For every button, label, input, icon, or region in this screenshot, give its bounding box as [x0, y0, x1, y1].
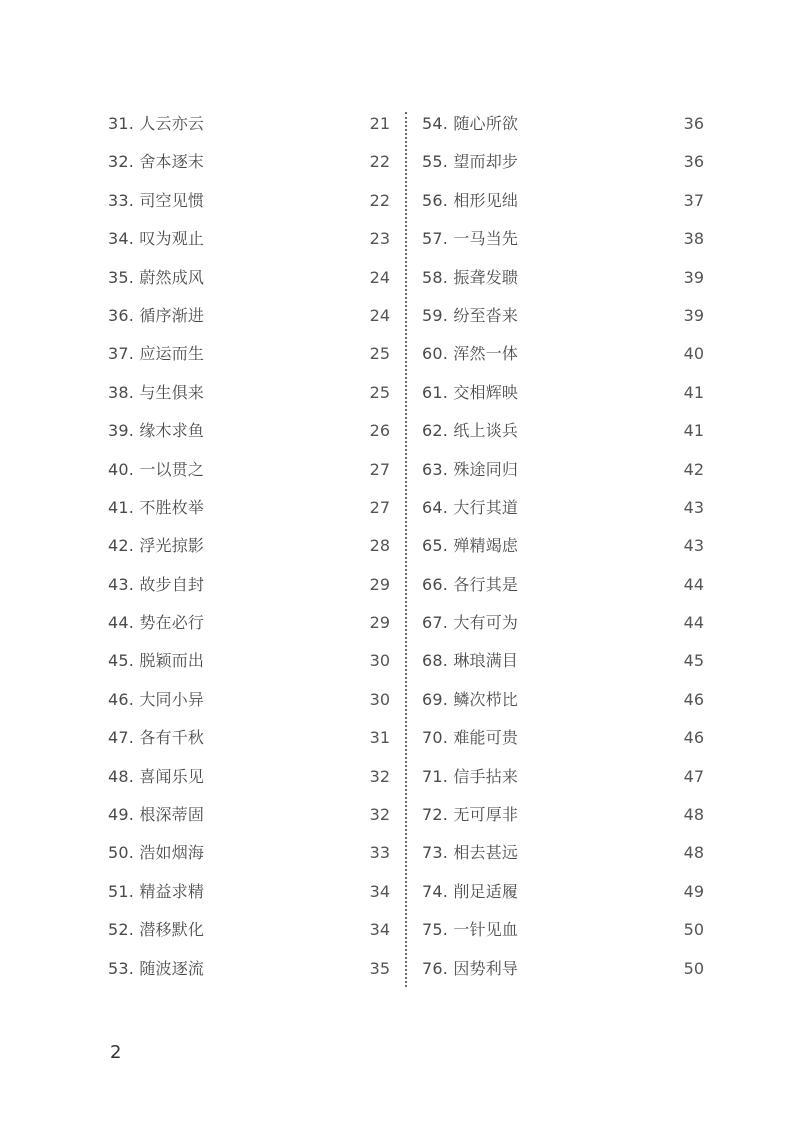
toc-entry — [422, 911, 704, 949]
toc-entry-title: 54. 随心所欲 — [422, 114, 519, 133]
toc-entry-page: 47 — [683, 766, 704, 786]
toc-entry-page: 44 — [683, 613, 704, 633]
toc-entry — [108, 412, 390, 450]
toc-entry-page: 45 — [683, 651, 704, 671]
toc-entry — [422, 105, 704, 143]
toc-entry-page: 50 — [683, 958, 704, 978]
toc-entry-page: 50 — [683, 920, 704, 940]
toc-entry-title: 32. 舍本逐末 — [108, 152, 205, 172]
toc-entry-page: 32 — [369, 766, 390, 786]
toc-entry-page: 41 — [683, 421, 704, 441]
toc-entry-page: 33 — [369, 843, 390, 863]
toc-entry — [422, 719, 704, 757]
toc-entry-title: 76. 因势利导 — [422, 958, 519, 978]
toc-entry-title: 71. 信手拈来 — [422, 766, 519, 786]
toc-entry — [422, 220, 704, 258]
toc-column-left — [108, 105, 390, 988]
toc-entry-title: 48. 喜闻乐见 — [108, 766, 205, 786]
toc-entry-page: 34 — [369, 881, 390, 901]
toc-entry-title: 62. 纸上谈兵 — [422, 421, 519, 441]
toc-entry-page: 34 — [369, 920, 390, 940]
toc-entry — [108, 950, 390, 988]
toc-entry-page: 36 — [683, 114, 704, 133]
toc-entry-title: 46. 大同小异 — [108, 689, 205, 709]
toc-entry-title: 45. 脱颖而出 — [108, 651, 205, 671]
toc-entry-page: 27 — [369, 497, 390, 517]
toc-entry — [108, 143, 390, 181]
toc-entry — [422, 796, 704, 834]
toc-entry-title: 59. 纷至沓来 — [422, 305, 519, 325]
column-divider — [405, 112, 407, 987]
toc-entry-page: 37 — [683, 190, 704, 210]
toc-entry-page: 41 — [683, 382, 704, 402]
toc-entry-page: 22 — [369, 190, 390, 210]
toc-entry — [108, 911, 390, 949]
toc-entry-title: 35. 蔚然成风 — [108, 267, 205, 287]
toc-entry-title: 65. 殚精竭虑 — [422, 536, 519, 556]
toc-entry — [108, 374, 390, 412]
toc-entry-title: 73. 相去甚远 — [422, 843, 519, 863]
toc-entry-title: 42. 浮光掠影 — [108, 536, 205, 556]
toc-entry — [422, 834, 704, 872]
toc-entry-title: 50. 浩如烟海 — [108, 843, 205, 863]
toc-entry — [108, 527, 390, 565]
toc-entry — [108, 796, 390, 834]
toc-entry-title: 51. 精益求精 — [108, 881, 205, 901]
toc-entry — [422, 259, 704, 297]
toc-entry-title: 38. 与生俱来 — [108, 382, 205, 402]
toc-entry — [422, 950, 704, 988]
toc-entry-page: 24 — [369, 305, 390, 325]
toc-entry — [422, 182, 704, 220]
toc-entry-title: 40. 一以贯之 — [108, 459, 205, 479]
toc-entry-title: 37. 应运而生 — [108, 344, 205, 364]
toc-entry — [108, 873, 390, 911]
toc-entry-page: 38 — [683, 229, 704, 249]
toc-entry-title: 41. 不胜枚举 — [108, 497, 205, 517]
toc-entry-page: 49 — [683, 881, 704, 901]
toc-entry — [108, 220, 390, 258]
toc-entry-page: 28 — [369, 536, 390, 556]
toc-entry — [108, 105, 390, 143]
toc-entry — [108, 335, 390, 373]
toc-entry-page: 32 — [369, 805, 390, 825]
toc-entry — [108, 834, 390, 872]
toc-entry — [422, 604, 704, 642]
toc-entry-title: 68. 琳琅满目 — [422, 651, 519, 671]
toc-entry — [422, 566, 704, 604]
toc-entry — [422, 335, 704, 373]
toc-entry-page: 23 — [369, 229, 390, 249]
toc-entry-page: 25 — [369, 344, 390, 364]
toc-entry-title: 56. 相形见绌 — [422, 190, 519, 210]
toc-entry-page: 27 — [369, 459, 390, 479]
toc-entry — [422, 758, 704, 796]
toc-entry-title: 39. 缘木求鱼 — [108, 421, 205, 441]
toc-entry-title: 44. 势在必行 — [108, 613, 205, 633]
toc-entry-title: 55. 望而却步 — [422, 152, 519, 172]
toc-entry-title: 63. 殊途同归 — [422, 459, 519, 479]
toc-entry-title: 64. 大行其道 — [422, 497, 519, 517]
toc-entry-title: 67. 大有可为 — [422, 613, 519, 633]
toc-entry — [108, 182, 390, 220]
toc-entry-page: 31 — [369, 728, 390, 748]
toc-entry-title: 36. 循序渐进 — [108, 305, 205, 325]
toc-entry — [108, 451, 390, 489]
toc-entry-title: 74. 削足适履 — [422, 881, 519, 901]
toc-entry-title: 33. 司空见惯 — [108, 190, 205, 210]
toc-entry-title: 70. 难能可贵 — [422, 728, 519, 748]
toc-entry — [108, 681, 390, 719]
toc-entry — [108, 604, 390, 642]
toc-entry-page: 40 — [683, 344, 704, 364]
toc-entry — [108, 719, 390, 757]
toc-entry-page: 43 — [683, 497, 704, 517]
toc-entry-page: 43 — [683, 536, 704, 556]
toc-entry-title: 58. 振聋发聩 — [422, 267, 519, 287]
toc-entry — [422, 527, 704, 565]
toc-entry — [108, 758, 390, 796]
toc-entry-title: 66. 各行其是 — [422, 574, 519, 594]
toc-entry — [422, 489, 704, 527]
toc-entry-page: 48 — [683, 805, 704, 825]
toc-entry-title: 47. 各有千秋 — [108, 728, 205, 748]
toc-entry-page: 21 — [369, 114, 390, 133]
toc-entry-page: 30 — [369, 651, 390, 671]
toc-entry — [422, 642, 704, 680]
toc-entry-title: 52. 潜移默化 — [108, 920, 205, 940]
toc-entry-page: 42 — [683, 459, 704, 479]
toc-entry-page: 25 — [369, 382, 390, 402]
toc-entry — [108, 259, 390, 297]
page-number: 2 — [110, 1042, 122, 1063]
toc-entry-page: 24 — [369, 267, 390, 287]
toc-entry — [422, 451, 704, 489]
toc-entry-title: 34. 叹为观止 — [108, 229, 205, 249]
toc-entry-page: 46 — [683, 689, 704, 709]
toc-entry-page: 48 — [683, 843, 704, 863]
toc-entry-page: 29 — [369, 574, 390, 594]
toc-entry-title: 31. 人云亦云 — [108, 114, 205, 133]
toc-entry — [422, 412, 704, 450]
toc-entry-title: 60. 浑然一体 — [422, 344, 519, 364]
toc-entry-page: 35 — [369, 958, 390, 978]
toc-entry — [422, 873, 704, 911]
toc-entry — [108, 489, 390, 527]
toc-entry — [422, 374, 704, 412]
toc-entry-page: 29 — [369, 613, 390, 633]
toc-entry — [422, 681, 704, 719]
toc-entry-title: 61. 交相辉映 — [422, 382, 519, 402]
toc-entry — [108, 566, 390, 604]
toc-entry-title: 69. 鳞次栉比 — [422, 689, 519, 709]
toc-entry-page: 39 — [683, 267, 704, 287]
toc-entry — [422, 143, 704, 181]
toc-entry-page: 46 — [683, 728, 704, 748]
toc-entry-title: 43. 故步自封 — [108, 574, 205, 594]
toc-column-right — [422, 105, 704, 988]
toc-entry-page: 39 — [683, 305, 704, 325]
toc-entry-title: 72. 无可厚非 — [422, 805, 519, 825]
toc-entry-page: 30 — [369, 689, 390, 709]
toc-entry-page: 26 — [369, 421, 390, 441]
toc-entry-page: 22 — [369, 152, 390, 172]
toc-entry-title: 75. 一针见血 — [422, 920, 519, 940]
toc-entry-page: 36 — [683, 152, 704, 172]
toc-entry-title: 53. 随波逐流 — [108, 958, 205, 978]
toc-entry-title: 49. 根深蒂固 — [108, 805, 205, 825]
toc-entry — [422, 297, 704, 335]
toc-entry-title: 57. 一马当先 — [422, 229, 519, 249]
toc-entry — [108, 297, 390, 335]
toc-entry — [108, 642, 390, 680]
toc-entry-page: 44 — [683, 574, 704, 594]
